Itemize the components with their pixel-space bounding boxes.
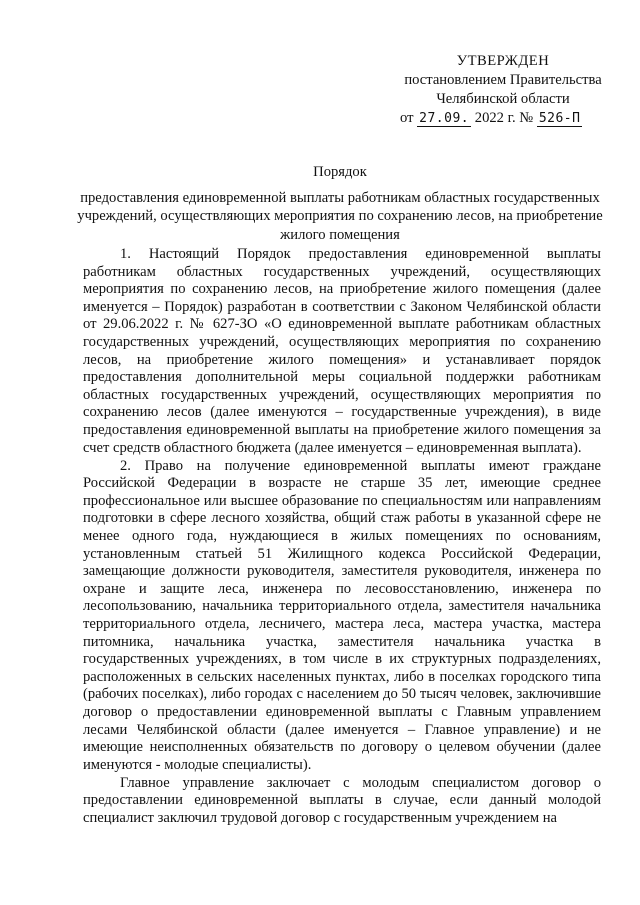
document-title — [70, 163, 610, 244]
approval-issuer: постановлением Правительства — [404, 72, 602, 88]
document-body — [83, 246, 601, 828]
paragraph-2: 2. Право на получение единовременной выплаты имеют граждане Российской Федерации в возрасте не старше 35 лет, имеющие среднее профессиональное или высшее образование по специальностям или направлениям подготовки в сфере лесного хозяйства, общий стаж работы в указанной сфере не менее одного года, нуждающиеся в жилых помещениях по основаниям, установленным статьей 51 Жилищного кодекса Российской Федерации, замещающие должности руководителя, заместителя руководителя, инженера по охране и защите леса, инженера по лесовосстановлению, инженера по лесопользованию, начальника территориального отдела, заместителя начальника территориального отдела, лесничего, мастера леса, мастера участка, мастера питомника, начальника участка, заместителя начальника участка в государственных учреждениях, в том числе в их структурных подразделениях, расположенных в сельских населенных пунктах, либо в поселках городского типа (рабочих поселках), либо городах с населением до 50 тысяч человек, заключившие договор о предоставлении единовременной выплаты с Главным управлением лесами Челябинской области (далее именуется – Главное управление) и не имеющие неисполненных обязательств по договору о целевом обучении (далее именуются - молодые специалисты). — [83, 457, 601, 773]
approval-heading: УТВЕРЖДЕН — [456, 53, 550, 69]
decree-number: 526-П — [538, 111, 581, 126]
date-suffix: 2022 г. № — [474, 110, 534, 126]
paragraph-1: 1. Настоящий Порядок предоставления единовременной выплаты работникам областных государственных учреждений, осуществляющих мероприятия по сохранению лесов, на приобретение жилого помещения (далее именуется – Порядок) разработан в соответствии с Законом Челябинской области от 29.06.2022 г. № 627-ЗО «О единовременной выплате работникам областных государственных учреждений, осуществляющих мероприятия по сохранению лесов, на приобретение жилого помещения» и устанавливает порядок предоставления дополнительной меры социальной поддержки работникам областных государственных учреждений, осуществляющих мероприятия по сохранению лесов (далее именуются – государственные учреждения), в виде предоставления единовременной выплаты на приобретение жилого помещения за счет средств областного бюджета (далее именуется – единовременная выплата). — [83, 246, 601, 456]
date-value: 27.09. — [419, 111, 470, 126]
title-subtitle: предоставления единовременной выплаты работникам областных государственных учреждений, осуществляющих мероприятия по сохранению лесов, на приобретение жилого помещения — [77, 189, 603, 243]
paragraph-3: Главное управление заключает с молодым специалистом договор о предоставлении единовременной выплаты в случае, если данный молодой специалист заключил трудовой договор с государственным учреждением на — [83, 774, 601, 826]
approval-date-line — [398, 109, 608, 128]
approval-stamp — [398, 52, 608, 128]
title-main: Порядок — [313, 164, 367, 180]
approval-region: Челябинской области — [436, 91, 570, 107]
date-prefix: от — [400, 110, 414, 126]
